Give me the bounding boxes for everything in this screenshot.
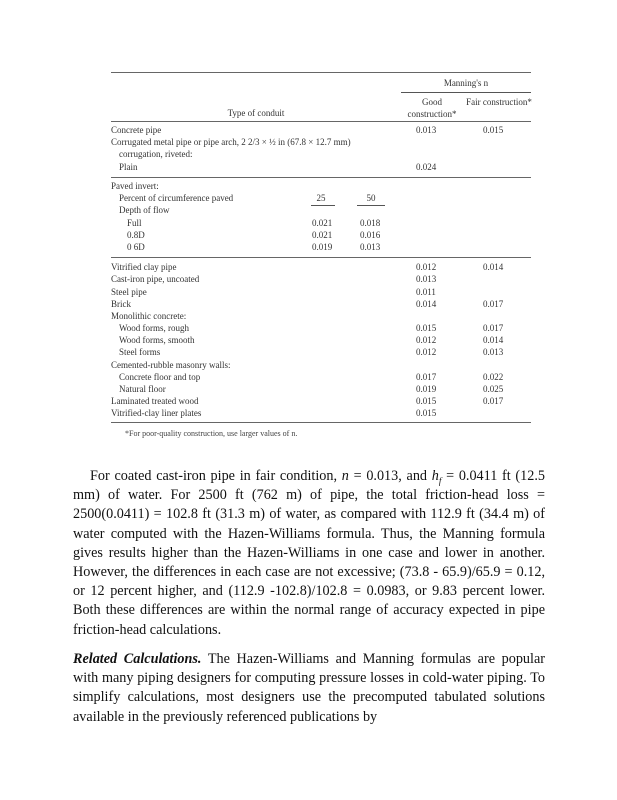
table-cell-good: 0.015: [416, 408, 437, 418]
col-header-good: Good construction*: [407, 97, 457, 119]
table-row-label: Cemented-rubble masonry walls:: [111, 360, 231, 370]
section-lead-related-calculations: Related Calculations.: [73, 651, 202, 667]
table-row-label: Steel forms: [119, 347, 161, 357]
variable-h: h: [431, 468, 439, 484]
table-cell-good: 0.015: [416, 323, 437, 333]
table-cell-good: 0.012: [416, 347, 437, 357]
body-paragraph-1: [73, 467, 545, 640]
col-header-fair: Fair construction*: [466, 97, 532, 107]
group-header-mannings-n: Manning's n: [443, 78, 489, 88]
table-row-label: corrugation, riveted:: [119, 149, 193, 159]
table-row-label: 0.8D: [127, 230, 145, 240]
table-row-label: Monolithic concrete:: [111, 311, 187, 321]
table-top-rule: [111, 72, 531, 73]
table-row-label: Concrete floor and top: [119, 372, 201, 382]
para1-text-a: For coated cast-iron pipe in fair condition,: [90, 468, 342, 484]
table-row-label: Vitrified clay pipe: [111, 262, 177, 272]
variable-n: n: [341, 468, 349, 484]
table-row-label: Percent of circumference paved: [119, 193, 234, 203]
table-cell-fair: 0.015: [483, 125, 504, 135]
para2-text: The Hazen-Williams and Manning formulas are popular with many piping designers for computing pressure losses in cold-water piping. To simplify calculations, most designers use the precomputed tabulated solutions available in the previously referenced publications by: [73, 651, 545, 725]
table-row-label: Wood forms, rough: [119, 323, 190, 333]
table-cell-fair: 0.014: [483, 335, 504, 345]
table-cell-25: 0.019: [312, 242, 333, 252]
table-cell-25: 0.021: [312, 230, 333, 240]
table-cell-50: 0.013: [360, 242, 381, 252]
table-bottom-rule: [111, 422, 531, 423]
table-row-label: Brick: [111, 299, 131, 309]
table-cell-fair: 0.013: [483, 347, 504, 357]
table-cell-fair: 0.017: [483, 396, 504, 406]
para1-text-b: = 0.013, and: [348, 468, 432, 484]
col-25-percent: 25: [316, 193, 326, 203]
table-cell-good: 0.012: [416, 262, 437, 272]
section-rule: [111, 177, 531, 178]
table-cell-good: 0.012: [416, 335, 437, 345]
table-row-label: Plain: [119, 162, 138, 172]
subheader-rule-25: [311, 205, 335, 206]
table-cell-fair: 0.017: [483, 299, 504, 309]
table-cell-good: 0.019: [416, 384, 437, 394]
table-cell-good: 0.011: [416, 287, 436, 297]
table-row-label: Corrugated metal pipe or pipe arch, 2 2/3 × ½ in (67.8 × 12.7 mm): [111, 137, 351, 147]
table-row-label: Cast-iron pipe, uncoated: [111, 274, 200, 284]
header-rule: [111, 121, 531, 122]
table-row-label: 0 6D: [127, 242, 145, 252]
table-row-label: Natural floor: [119, 384, 166, 394]
table-row-label: Vitrified-clay liner plates: [111, 408, 202, 418]
col-50-percent: 50: [366, 193, 376, 203]
table-cell-good: 0.013: [416, 125, 437, 135]
subheader-rule-50: [357, 205, 385, 206]
table-cell-good: 0.013: [416, 274, 437, 284]
variable-h-subscript: f: [438, 475, 442, 486]
table-cell-fair: 0.022: [483, 372, 504, 382]
table-row-label: Paved invert:: [111, 181, 159, 191]
table-footnote: *For poor-quality construction, use larger values of n.: [125, 429, 298, 438]
section-rule: [111, 257, 531, 258]
table-cell-50: 0.018: [360, 218, 381, 228]
table-row-label: Full: [127, 218, 142, 228]
table-cell-fair: 0.014: [483, 262, 504, 272]
table-row-label: Depth of flow: [119, 205, 170, 215]
body-paragraph-2: [73, 650, 545, 727]
col-header-type-of-conduit: Type of conduit: [227, 108, 285, 118]
table-cell-good: 0.015: [416, 396, 437, 406]
group-header-rule: [401, 92, 531, 93]
table-cell-50: 0.016: [360, 230, 381, 240]
table-cell-good: 0.024: [416, 162, 437, 172]
table-cell-25: 0.021: [312, 218, 333, 228]
para1-text-c: = 0.0411 ft (12.5 mm) of water. For 2500 ft (762 m) of pipe, the total friction-head loss = 2500(0.0411) = 102.8 ft (31.3 m) of water, as compared with 112.9 ft (34.4 m) of water computed with the Hazen-Williams formula. Thus, the Manning formula gives results higher than the Hazen-Williams in one case and lower in another. However, the differences in each case are not excessive; (73.8 - 65.9)/65.9 = 0.12, or 12 percent higher, and (112.9 -102.8)/102.8 = 0.0983, or 9.83 percent lower. Both these differences are within the normal range of accuracy expected in pipe friction-head calculations.: [73, 468, 545, 638]
table-row-label: Laminated treated wood: [111, 396, 199, 406]
table-cell-fair: 0.017: [483, 323, 504, 333]
table-row-label: Steel pipe: [111, 287, 147, 297]
table-cell-good: 0.014: [416, 299, 437, 309]
table-cell-good: 0.017: [416, 372, 437, 382]
table-row-label: Concrete pipe: [111, 125, 162, 135]
table-cell-fair: 0.025: [483, 384, 504, 394]
table-row-label: Wood forms, smooth: [119, 335, 195, 345]
